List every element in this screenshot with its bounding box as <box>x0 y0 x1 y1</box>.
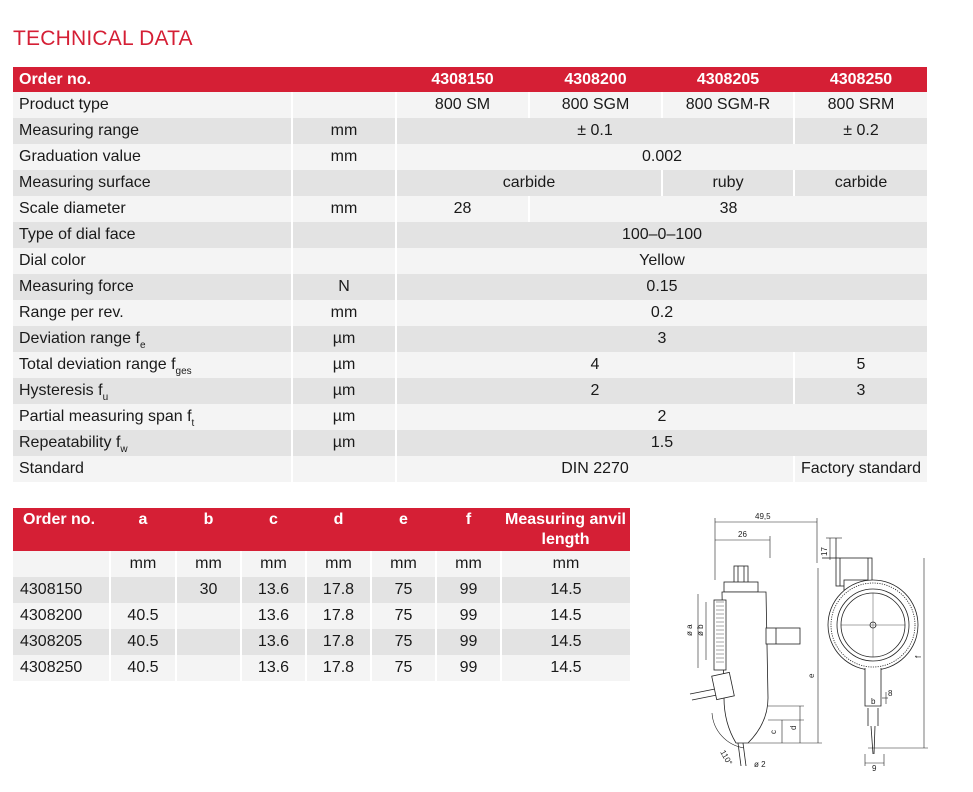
order-no-cell: 4308150 <box>13 577 110 603</box>
row-label: Standard <box>13 456 292 482</box>
dim-c-label: c <box>769 730 778 734</box>
header-unit <box>292 67 396 92</box>
row-label <box>13 352 292 378</box>
header-b: b <box>176 508 241 551</box>
cell-c: 13.6 <box>241 603 306 629</box>
row-unit <box>292 222 396 248</box>
dim-e-label: e <box>807 673 816 678</box>
cell-anvil: 14.5 <box>501 655 630 681</box>
cell-b: 30 <box>176 577 241 603</box>
technical-data-table <box>13 67 927 482</box>
cell-f: 99 <box>436 629 501 655</box>
cell-value: 4 <box>396 352 794 378</box>
cell-value: 0.002 <box>396 144 927 170</box>
cell-f: 99 <box>436 655 501 681</box>
row-unit <box>292 456 396 482</box>
cell-d: 17.8 <box>306 655 371 681</box>
row-label: Dial color <box>13 248 292 274</box>
table-header-row <box>13 67 927 92</box>
row-label <box>13 430 292 456</box>
table-row <box>13 577 630 603</box>
row-unit: µm <box>292 378 396 404</box>
cell-e: 75 <box>371 577 436 603</box>
cell-value: 2 <box>396 378 794 404</box>
row-label: Graduation value <box>13 144 292 170</box>
row-unit: mm <box>292 144 396 170</box>
row-label-subscript: w <box>120 444 128 455</box>
cell-value: ruby <box>662 170 794 196</box>
unit-cell: mm <box>501 551 630 577</box>
cell-value: Yellow <box>396 248 927 274</box>
row-label-text: Repeatability f <box>19 434 121 451</box>
cell-value: ± 0.1 <box>396 118 794 144</box>
header-anvil-length: Measuring anvil length <box>501 508 630 551</box>
dim-top <box>715 518 817 580</box>
row-label-subscript: ges <box>175 366 192 377</box>
table-row <box>13 196 927 222</box>
unit-cell: mm <box>241 551 306 577</box>
cell-b <box>176 603 241 629</box>
cell-d: 17.8 <box>306 603 371 629</box>
cell-value: 28 <box>396 196 529 222</box>
dim-a-label: ø a <box>685 624 694 636</box>
dim-b-label: ø b <box>696 624 705 636</box>
row-label: Range per rev. <box>13 300 292 326</box>
dim-17-label: 17 <box>820 547 829 556</box>
row-label: Measuring range <box>13 118 292 144</box>
row-unit: µm <box>292 326 396 352</box>
cell-a <box>110 577 176 603</box>
cell-value: carbide <box>794 170 927 196</box>
cell-d: 17.8 <box>306 629 371 655</box>
header-e: e <box>371 508 436 551</box>
cell-c: 13.6 <box>241 629 306 655</box>
table-row <box>13 222 927 248</box>
cell-e: 75 <box>371 603 436 629</box>
header-order-no: Order no. <box>13 508 110 551</box>
units-row <box>13 551 630 577</box>
dim-d-label: d <box>789 725 798 730</box>
dim-f-label: f <box>914 655 923 658</box>
front-view <box>822 538 918 754</box>
unit-cell: mm <box>110 551 176 577</box>
row-label-text: Hysteresis f <box>19 382 103 399</box>
table-header-row <box>13 508 630 551</box>
row-unit: µm <box>292 430 396 456</box>
cell-anvil: 14.5 <box>501 629 630 655</box>
dimensions-table <box>13 508 630 681</box>
row-unit: mm <box>292 196 396 222</box>
cell-d: 17.8 <box>306 577 371 603</box>
table-row <box>13 378 927 404</box>
table-row <box>13 456 927 482</box>
dial-indicator-drawing <box>672 508 962 773</box>
order-no-cell: 4308205 <box>13 629 110 655</box>
cell-c: 13.6 <box>241 655 306 681</box>
row-label-subscript: t <box>191 418 195 429</box>
cell-value: 5 <box>794 352 927 378</box>
header-f: f <box>436 508 501 551</box>
row-label: Type of dial face <box>13 222 292 248</box>
cell-anvil: 14.5 <box>501 577 630 603</box>
row-unit: µm <box>292 404 396 430</box>
cell-value: Factory standard <box>794 456 927 482</box>
cell-value: 1.5 <box>396 430 927 456</box>
row-unit <box>292 170 396 196</box>
cell-value: 2 <box>396 404 927 430</box>
cell-value: ± 0.2 <box>794 118 927 144</box>
order-no-cell: 4308200 <box>13 603 110 629</box>
row-unit: µm <box>292 352 396 378</box>
table-row <box>13 655 630 681</box>
header-order-no: Order no. <box>13 67 292 92</box>
cell-value: 0.2 <box>396 300 927 326</box>
dim-26-label: 26 <box>738 530 747 539</box>
table-row <box>13 92 927 118</box>
row-label-subscript: e <box>139 340 146 351</box>
cell-value: 800 SRM <box>794 92 927 118</box>
row-label: Measuring force <box>13 274 292 300</box>
header-4308200: 4308200 <box>529 67 662 92</box>
dim-8-label: 8 <box>888 689 893 698</box>
cell-c: 13.6 <box>241 577 306 603</box>
cell-e: 75 <box>371 629 436 655</box>
header-4308150: 4308150 <box>396 67 529 92</box>
cell-f: 99 <box>436 577 501 603</box>
table-row <box>13 248 927 274</box>
cell-f: 99 <box>436 603 501 629</box>
cell-value: 100–0–100 <box>396 222 927 248</box>
row-label-text: Deviation range f <box>19 330 140 347</box>
unit-cell <box>13 551 110 577</box>
cell-b <box>176 629 241 655</box>
row-unit <box>292 92 396 118</box>
row-label-text: Total deviation range f <box>19 356 176 373</box>
table-row <box>13 170 927 196</box>
row-unit <box>292 248 396 274</box>
cell-a: 40.5 <box>110 655 176 681</box>
cell-value: 800 SM <box>396 92 529 118</box>
row-unit: mm <box>292 118 396 144</box>
cell-value: DIN 2270 <box>396 456 794 482</box>
page-title: TECHNICAL DATA <box>13 27 193 50</box>
table-row <box>13 352 927 378</box>
table-row <box>13 274 927 300</box>
unit-cell: mm <box>371 551 436 577</box>
unit-cell: mm <box>436 551 501 577</box>
table-row <box>13 300 927 326</box>
row-label <box>13 326 292 352</box>
header-4308250: 4308250 <box>794 67 927 92</box>
cell-value: 0.15 <box>396 274 927 300</box>
cell-a: 40.5 <box>110 603 176 629</box>
header-c: c <box>241 508 306 551</box>
table-row <box>13 603 630 629</box>
cell-e: 75 <box>371 655 436 681</box>
dim-b-small-label: b <box>871 697 876 706</box>
row-label <box>13 404 292 430</box>
cell-value: carbide <box>396 170 662 196</box>
row-label: Scale diameter <box>13 196 292 222</box>
table-row <box>13 430 927 456</box>
order-no-cell: 4308250 <box>13 655 110 681</box>
row-unit: N <box>292 274 396 300</box>
dim-angle-label: 110° <box>718 748 735 767</box>
row-label <box>13 378 292 404</box>
cell-value: 800 SGM <box>529 92 662 118</box>
table-row <box>13 118 927 144</box>
unit-cell: mm <box>176 551 241 577</box>
dim-9-label: 9 <box>872 764 877 773</box>
dim-o2-label: ø 2 <box>754 760 766 769</box>
row-unit: mm <box>292 300 396 326</box>
table-row <box>13 326 927 352</box>
table-row <box>13 144 927 170</box>
table-row <box>13 404 927 430</box>
cell-value: 3 <box>396 326 927 352</box>
header-d: d <box>306 508 371 551</box>
header-a: a <box>110 508 176 551</box>
row-label: Product type <box>13 92 292 118</box>
row-label-subscript: u <box>102 392 109 403</box>
table-row <box>13 629 630 655</box>
cell-anvil: 14.5 <box>501 603 630 629</box>
cell-value: 800 SGM-R <box>662 92 794 118</box>
cell-value: 38 <box>529 196 927 222</box>
cell-value: 3 <box>794 378 927 404</box>
header-4308205: 4308205 <box>662 67 794 92</box>
dim-49-5-label: 49,5 <box>755 512 771 521</box>
unit-cell: mm <box>306 551 371 577</box>
row-label: Measuring surface <box>13 170 292 196</box>
cell-a: 40.5 <box>110 629 176 655</box>
cell-b <box>176 655 241 681</box>
side-view <box>690 566 800 766</box>
row-label-text: Partial measuring span f <box>19 408 192 425</box>
